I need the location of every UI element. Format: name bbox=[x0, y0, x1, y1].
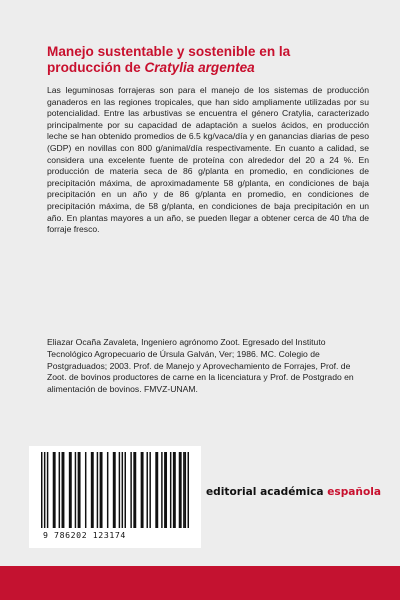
barcode-bar bbox=[173, 452, 176, 528]
barcode-bar bbox=[119, 452, 120, 528]
barcode-bar bbox=[155, 452, 158, 528]
barcode-bar bbox=[100, 452, 103, 528]
barcode-bar bbox=[85, 452, 86, 528]
barcode-bar bbox=[59, 452, 60, 528]
barcode-bar bbox=[149, 452, 150, 528]
isbn-barcode-panel bbox=[29, 446, 201, 548]
barcode-bar bbox=[125, 452, 126, 528]
publisher-name-accent: española bbox=[327, 486, 382, 498]
barcode-bar bbox=[44, 452, 45, 528]
barcode-bar bbox=[170, 452, 171, 528]
barcode-bar bbox=[161, 452, 162, 528]
title-line-2-prefix: producción de bbox=[47, 60, 145, 75]
barcode-bar bbox=[122, 452, 123, 528]
barcode-bar bbox=[53, 452, 56, 528]
barcode-bar bbox=[69, 452, 72, 528]
book-summary: Las leguminosas forrajeras son para el manejo de los sistemas de producción ganaderos en las regiones tropicales, que han sido ampliamente utilizadas por su potencialidad. Entre las arbustivas se encuentra el género Cratylia, caracterizado principalmente por su capacidad de adaptación a suelos ácidos, en producción leche se han obtenido promedios de 6.5 kg/vaca/día y en ganancias diarias de peso (GDP) en novillas con 800 g/animal/día respectivamente. En cuanto a calidad, se considera una excelente fuente de proteína con alrededor del 20 a 24 %. En producción de materia seca de 86 g/planta en promedio, en condiciones de precipitación máxima, de aproximadamente 58 g/planta, en condiciones de baja precipitación en un año y de 86 g/planta en promedio, en condiciones de precipitación máxima, de 58 g/planta, en condiciones de baja precipitación en un año. En plantas mayores a un año, se pueden llegar a obtener cerca de 40 t/ha de forraje fresco. bbox=[47, 85, 369, 235]
barcode-bar bbox=[133, 452, 136, 528]
book-title bbox=[47, 44, 367, 76]
author-bio: Eliazar Ocaña Zavaleta, Ingeniero agrónomo Zoot. Egresado del Instituto Tecnológico Agropecuario de Úrsula Galván, Ver; 1986. MC. Colegio de Postgraduados; 2003. Prof. de Manejo y Aprovechamiento de Forrajes, Prof. de Zoot. de bovinos productores de carne en la licenciatura y Prof. de Postgrado en alimentación de bovinos. FMVZ-UNAM. bbox=[47, 337, 354, 395]
barcode-bar bbox=[164, 452, 167, 528]
barcode-bar bbox=[62, 452, 65, 528]
publisher-name: editorial académica bbox=[206, 486, 328, 498]
barcode-bar bbox=[41, 452, 42, 528]
barcode-bar bbox=[185, 452, 186, 528]
barcode-icon bbox=[39, 452, 191, 528]
barcode-bar bbox=[147, 452, 148, 528]
barcode-bar bbox=[47, 452, 48, 528]
barcode-bar bbox=[78, 452, 81, 528]
barcode-bar bbox=[188, 452, 189, 528]
barcode-bar bbox=[113, 452, 116, 528]
bottom-color-band bbox=[0, 566, 400, 600]
barcode-bar bbox=[130, 452, 131, 528]
title-species-italic: Cratylia argentea bbox=[144, 60, 255, 75]
title-line-1: Manejo sustentable y sostenible en la bbox=[47, 44, 291, 59]
barcode-bar bbox=[141, 452, 144, 528]
barcode-bar bbox=[107, 452, 108, 528]
barcode-bar bbox=[97, 452, 98, 528]
publisher-logo bbox=[206, 486, 386, 498]
barcode-bar bbox=[75, 452, 76, 528]
barcode-bar bbox=[183, 452, 184, 528]
barcode-bar bbox=[91, 452, 94, 528]
isbn-digits: 9 786202 123174 bbox=[43, 530, 126, 540]
barcode-bar bbox=[179, 452, 182, 528]
